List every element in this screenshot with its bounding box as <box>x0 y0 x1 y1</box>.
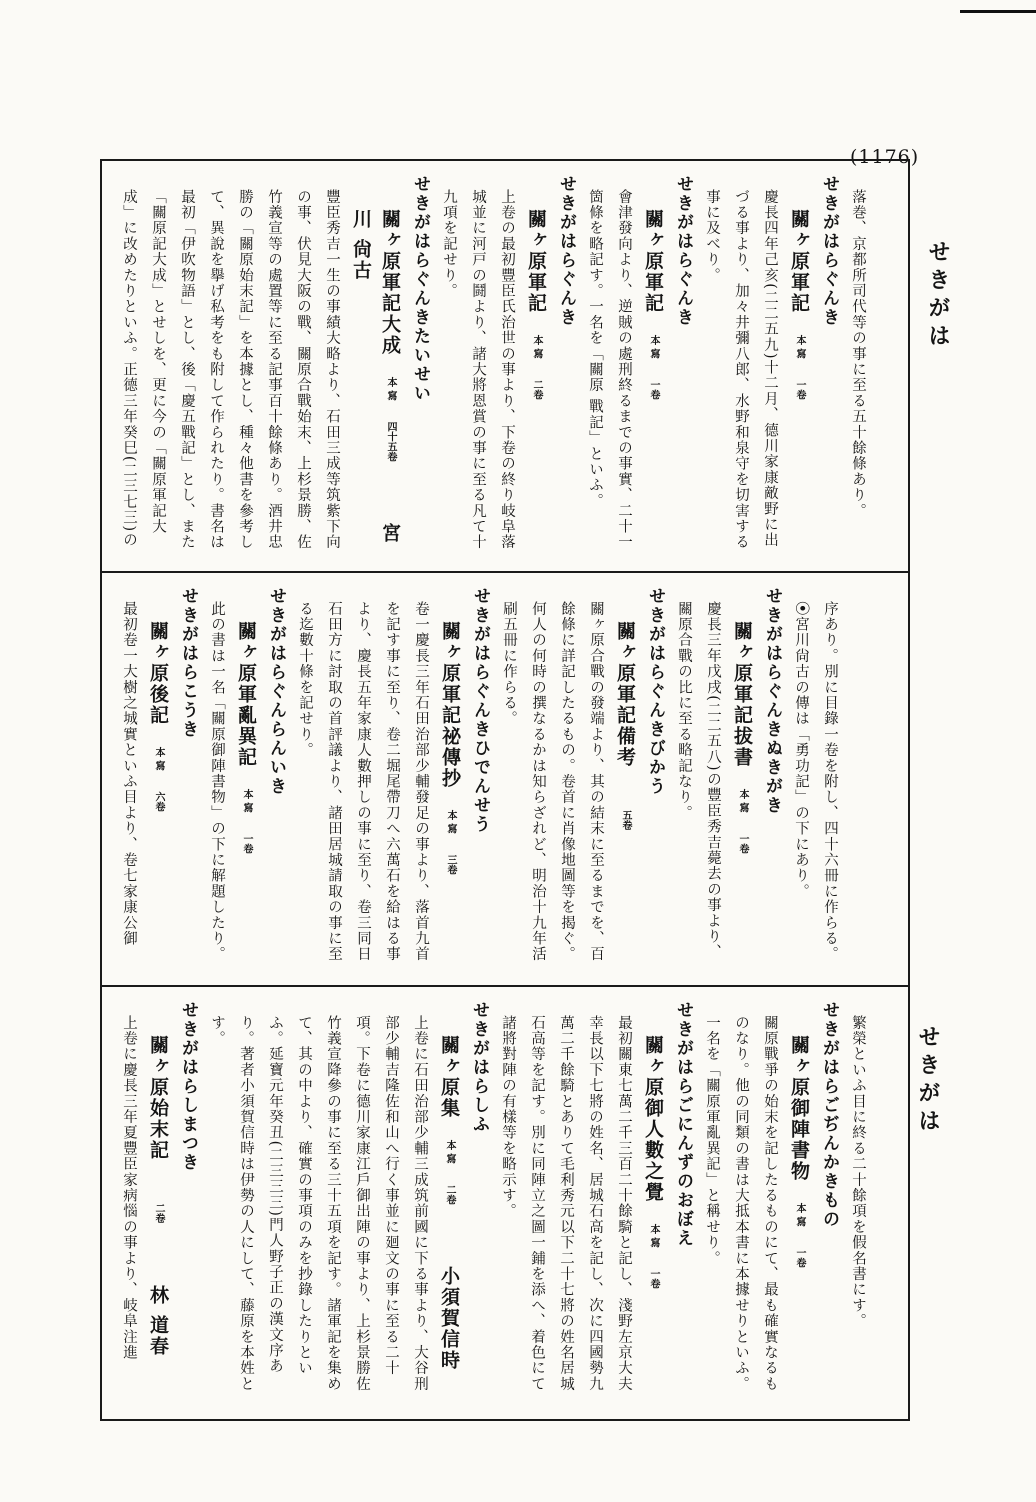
entry-text: ⦿宮川尙古の傳は「勇功記」の下にあり。 <box>793 601 809 900</box>
top-panel <box>102 161 908 571</box>
entry-volumes: 一卷 <box>648 1268 659 1289</box>
entry-headword: せきがはらぐんき <box>556 175 576 327</box>
entry-title <box>610 587 640 971</box>
entry-title-text: 關ヶ原軍記 <box>642 209 664 314</box>
entry-headword: せきがはらしまつき <box>178 1001 198 1172</box>
entry-text: 此の書は一名「關原御陣書物」の下に解題したり。 <box>209 601 225 963</box>
entry-volumes: 二卷 <box>531 379 542 400</box>
bottom-panel <box>102 987 908 1419</box>
entry-title <box>434 1001 464 1405</box>
entry-text: 落巻、京都所司代等の事に至る五十餘條あり。 <box>850 189 866 519</box>
entry-volumes: 六卷 <box>153 791 164 812</box>
entry-text: 繁榮といふ目に終る二十餘項を假名書にす。 <box>850 1015 866 1329</box>
entry-headword: せきがはらこうき <box>178 587 198 739</box>
entry-title <box>638 1001 668 1405</box>
entry-volumes: 一卷 <box>794 379 805 400</box>
entry-volumes: 一卷 <box>794 1247 805 1268</box>
entry-format: 本 寫 <box>737 789 748 813</box>
entry-text: 序あり。別に目錄一卷を附し、四十六冊に作らる。 <box>822 601 838 963</box>
entry-headword: せきがはらぐんき <box>819 175 839 327</box>
entry-title-text: 關ヶ原軍記祕傳抄 <box>439 621 461 789</box>
entry-text: 會津發向より、逆賊の處刑終るまでの事實、二十一箇條を略記す。一名を「關原 戰記」といふ。 <box>587 189 632 551</box>
entry-title-text: 關ヶ原御人數之覺 <box>642 1035 664 1203</box>
entry-title-text: 關ヶ原軍記大成 <box>379 209 401 356</box>
entry-format: 本 寫 <box>241 789 252 813</box>
entry-format: 本 寫 <box>444 1140 455 1164</box>
entry-title <box>638 175 668 557</box>
entry-volumes: 一卷 <box>241 833 252 854</box>
entry-headword: せきがはらぐんきぬきがき <box>762 587 782 815</box>
entry-headword: せきがはらぐんきたいせい <box>410 175 430 403</box>
entry-headword: せきがはらぐんきびかう <box>645 587 665 796</box>
entry-title <box>784 175 814 557</box>
entry-title-text: 關ヶ原軍記 <box>525 209 547 314</box>
page-number: (1176) <box>850 146 920 168</box>
top-rule <box>960 10 1036 13</box>
entry-title <box>346 175 405 557</box>
entry-text: 慶長三年戊戌(二二五八)の豐臣秀吉薨去の事より、關原合戰の比に至る略記なり。 <box>676 601 721 961</box>
entry-format: 本 寫 <box>385 377 396 401</box>
entry-volumes: 二卷 <box>444 1184 455 1205</box>
entry-headword: せきがはらごぢんかきもの <box>819 1001 839 1229</box>
entry-title-text: 關ヶ原御陣書物 <box>788 1035 810 1182</box>
middle-entries <box>102 573 856 985</box>
entry-text: 上卷に慶長三年夏豐臣家病惱の事より、岐阜注進 <box>121 1015 137 1361</box>
entry-author: 宮川 尙古 <box>350 209 401 545</box>
page-frame <box>100 159 910 1421</box>
entry-volumes: 五卷 <box>620 810 631 830</box>
entry-headword: せきがはらごにんずのおぼえ <box>673 1001 693 1248</box>
entry-format: 本 寫 <box>648 1224 659 1248</box>
middle-panel <box>102 573 908 985</box>
running-head-bottom: せきがは <box>915 1025 940 1137</box>
entry-text: 慶長四年己亥(二二五九)十二月、德川家康敵野に出づる事より、加々井彌八郎、水野和泉守を切害する事に及べり。 <box>704 189 778 551</box>
entry-format: 本 寫 <box>531 335 542 359</box>
entry-headword: せきがはらぐんき <box>673 175 693 327</box>
entry-format: 本 寫 <box>648 335 659 359</box>
entry-title <box>143 587 173 971</box>
entry-volumes: 二卷 <box>153 1203 164 1223</box>
entry-title <box>435 587 465 971</box>
entry-format: 本 寫 <box>445 810 456 834</box>
entry-title <box>727 587 757 971</box>
entry-title <box>143 1001 173 1405</box>
entry-text: 上卷に石田治部少輔三成筑前國に下る事より、大谷刑部少輔吉隆佐和山へ行く事並に廻文の事に至る二十項。下卷に德川家康江戶御出陣の事より、上杉景勝佐竹義宣降參の事に至る三十五項を記す。諸軍記を集めて、其の中より、確實の事項のみを抄錄したりといふ。延寶元年癸丑(二三三三)門人野子正の漢文序あり。著者小須賀信時は伊勢の人にして、藤原を本姓とす。 <box>209 1015 428 1392</box>
running-head-top: せきがは <box>925 240 950 352</box>
entry-format: 本 寫 <box>794 1203 805 1227</box>
entry-text: 最初卷一大樹之城實といふ目より、卷七家康公御 <box>121 601 137 947</box>
entry-volumes: 三卷 <box>445 854 456 875</box>
entry-headword: せきがはらしふ <box>469 1001 489 1134</box>
entry-author: 小須賀信時 <box>438 1266 460 1372</box>
top-entries <box>102 161 884 571</box>
entry-title-text: 關ヶ原軍記 <box>788 209 810 314</box>
entry-format: 本 寫 <box>794 335 805 359</box>
entry-text: 關ヶ原合戰の發端より、其の結末に至るまでを、百餘條に詳記したるもの。卷首に肖像地圖等を揭ぐ。何人の何時の撰なるかは知らざれど、明治十九年活刷五冊に作らる。 <box>501 601 604 963</box>
bottom-entries <box>102 987 884 1419</box>
entry-headword: せきがはらぐんきひでんせう <box>470 587 490 834</box>
entry-title-text: 關ヶ原始末記 <box>147 1035 169 1161</box>
entry-headword: せきがはらぐんらんいき <box>266 587 286 796</box>
entry-title-text: 關ヶ原後記 <box>147 621 169 726</box>
entry-text: 關原戰爭の始末を記したるものにて、最も確實なるものなり。他の同類の書は大抵本書に本據せりといふ。一名を「關原軍亂異記」と稱せり。 <box>704 1015 778 1392</box>
entry-text: 豐臣秀吉一生の事績大略より、石田三成等筑紫下向の事、伏見大阪の戰、關原合戰始末、上杉景勝、佐竹義宣等の處置等に至る記事百十餘條あり。酒井忠勝の「關原始末記」を本據とし、種々他書を參考して、異說を擧げ私考をも附して作られたり。書名は最初「伊吹物語」とし、後「慶五戰記」とし、また「關原記大成」とせしを、更に今の「關原軍記大成」に改めたりといふ。正德三年癸巳(二三七三)の <box>121 189 340 551</box>
entry-text: 最初關東七萬二千三百二十餘騎と記し、淺野左京大夫幸長以下七將の姓名、居城石高を記し、次に四國勢九萬二千餘騎とありて毛利秀元以下二十七將の姓名居城石高等を記す。別に同陣立之圖一鋪を添へ、着色にて諸將對陣の有樣等を略示す。 <box>500 1015 632 1392</box>
entry-title-text: 關ヶ原軍記備考 <box>614 621 636 768</box>
entry-title-text: 關ヶ原集 <box>438 1035 460 1119</box>
entry-format: 本 寫 <box>153 747 164 771</box>
entry-title <box>784 1001 814 1405</box>
entry-author: 林 道春 <box>147 1285 169 1357</box>
entry-text: 上卷の最初豐臣氏治世の事より、下卷の終り岐阜落城並に河戸の鬪より、諸大將恩賞の事に至る凡て十九項を記せり。 <box>441 189 515 551</box>
entry-volumes: 一卷 <box>737 833 748 854</box>
entry-title <box>231 587 261 971</box>
entry-title-text: 關ヶ原軍記拔書 <box>731 621 753 768</box>
entry-title-text: 關ヶ原軍亂異記 <box>235 621 257 768</box>
entry-volumes: 四十五卷 <box>385 421 396 462</box>
entry-text: 卷一慶長三年石田治部少輔發足の事より、落首九首を記す事に至り、卷二堀尾帶刀へ六萬石を給はる事より、慶長五年家康人數押しの事に至り、卷三同日石田方に討取の首評議より、諸田居城請取の事に至る迄數十條を記せり。 <box>297 601 429 963</box>
entry-title <box>521 175 551 557</box>
entry-volumes: 一卷 <box>648 379 659 400</box>
